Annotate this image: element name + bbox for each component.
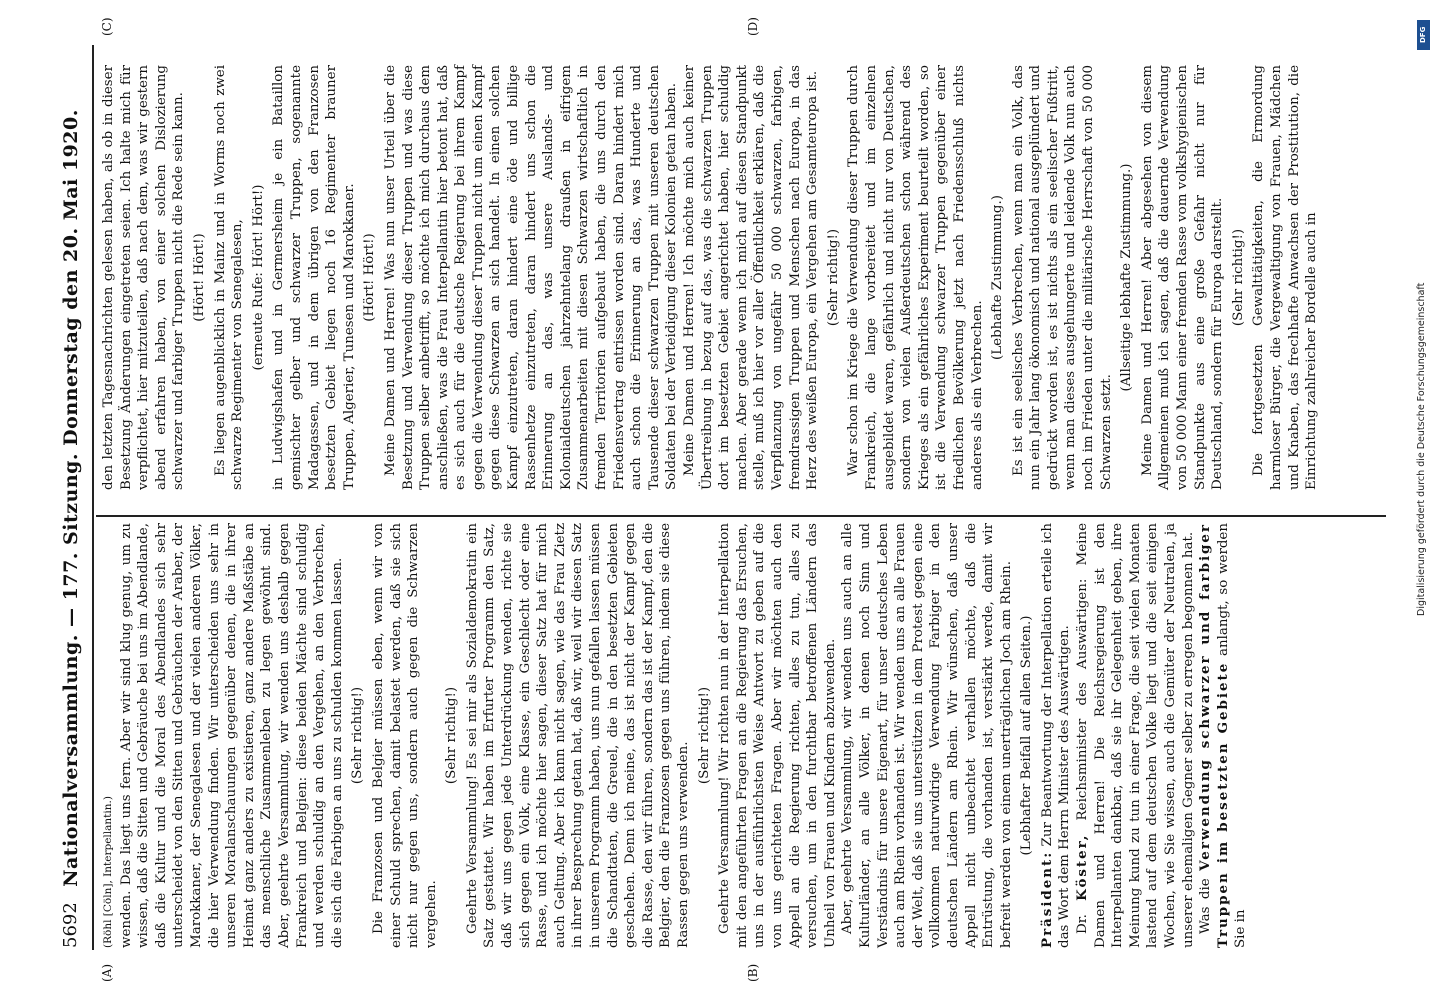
digitization-sidebar xyxy=(1416,12,1432,992)
page-number: 5692 xyxy=(60,902,81,948)
minister-title: Dr. xyxy=(1075,914,1091,934)
paragraph: den letzten Tagesnachrichten gelesen haben, als ob in dieser Besetzung Änderungen eingetreten seien. Ich halte mich für verpflichtet, hier mitzuteilen, daß nach dem, was wir gestern abend erfahren haben, von einer solchen Dislozierung schwarzer und farbiger Truppen nicht die Rede sein kann. xyxy=(101,65,187,490)
paragraph: War schon im Kriege die Verwendung dieser Truppen durch Frankreich, die lange vorbereitet und im einzelnen ausgebildet waren, gefährlich und nicht nur von Deutschen, sondern von vielen Außerdeutschen schon während des Krieges als ein gefährliches Experiment beurteilt worden, so ist die Verwendung schwarzer Truppen gegenüber einer friedlichen Bevölkerung jetzt nach Friedensschluß nichts anderes als ein Verbrechen. xyxy=(846,65,985,490)
reaction: (Sehr richtig!) xyxy=(825,228,841,327)
reaction: (erneute Rufe: Hört! Hört!) xyxy=(250,184,266,371)
right-column xyxy=(100,65,1321,490)
speaker-name: Köster, xyxy=(1074,833,1091,901)
reaction: (Allseitige lebhafte Zustimmung.) xyxy=(1119,163,1135,392)
dfg-logo: DFG xyxy=(1417,20,1430,50)
paragraph: Es ist ein seelisches Verbrechen, wenn man ein Volk, das nun ein Jahr lang ökonomisch und national ausgeplündert und gedrückt worden ist, es ist nichts als ein seelischer Fußtritt, wenn man dieses ausgehungerte und leidende Volk nun auch noch im Frieden unter die militärische Herrschaft von 50 000 Schwarzen setzt. xyxy=(1010,65,1114,490)
reaction: (Sehr richtig!) xyxy=(696,686,712,785)
reaction: (Sehr richtig!) xyxy=(1230,228,1246,327)
digitization-credit: Digitalisierung gefördert durch die Deutsche Forschungsgemeinschaft xyxy=(1416,282,1427,616)
column-divider xyxy=(96,515,1386,517)
paragraph: Die Franzosen und Belgier müssen eben, wenn wir von einer Schuld sprechen, damit belastet werden, daß sie sich nicht nur gegen uns, sondern auch gegen die Schwarzen vergehen. xyxy=(370,523,439,948)
reaction: (Sehr richtig!) xyxy=(350,686,366,785)
reaction: (Sehr richtig!) xyxy=(444,686,460,785)
margin-marker-a: (A) xyxy=(100,963,114,982)
speaker-name: Präsident: xyxy=(1038,850,1055,948)
margin-marker-d: (D) xyxy=(746,17,760,36)
margin-marker-b: (B) xyxy=(746,963,760,982)
paragraph: Geehrte Versammlung! Es sei mir als Sozialdemokratin ein Satz gestattet. Wir haben im Erfurter Programm den Satz, daß wir uns gegen jede Unterdrückung wenden, richte sie sich gegen ein Volk, eine Klasse, ein Geschlecht oder eine Rasse, und ich möchte hier sagen, dieser Satz hat für mich auch Geltung. Aber ich kann nicht sagen, wie das Frau Zietz in ihrer Besprechung getan hat, daß wir, weil wir diesen Satz in unserem Programm haben, uns nun gefallen lassen müssen die Schandtaten, die Greuel, die in den besetzten Gebieten geschehen. Denn ich meine, das ist nicht der Kampf gegen die Rasse, den wir führen, sondern das ist der Kampf, den die Belgier, den die Franzosen gegen uns führen, indem sie diese Rassen gegen uns verwenden. xyxy=(464,523,691,948)
margin-marker-c: (C) xyxy=(100,17,114,36)
president-statement xyxy=(1039,523,1074,948)
reaction: (Hört! Hört!) xyxy=(191,233,207,322)
text-start: Was die xyxy=(1198,878,1214,934)
page-title: Nationalversammlung. — 177. Sitzung. Donnerstag den 20. Mai 1920. xyxy=(60,109,82,887)
paragraph: wenden. Das liegt uns fern. Aber wir sind klug genug, um zu wissen, daß die Sitten und Gebräuche bei uns im Abendlande, daß die Kultur und die Moral des Abendlandes sich sehr unterscheidet von den Sitten und Gebräuchen der Araber, der Marokkaner, der Senegalesen und der vielen anderen Völker, die hier Verwendung finden. Wir unterscheiden uns sehr in unseren Moralanschauungen gegenüber denen, die in ihrer Heimat ganz anders zu existieren, ganz andere Maßstäbe an das menschliche Zusammenleben zu legen gewöhnt sind. Aber, geehrte Versammlung, wir wenden uns deshalb gegen Frankreich und Belgien: diese beiden Mächte sind schuldig und werden schuldig an den Vergehen, an den Verbrechen, die sich die Farbigen an uns zu schulden kommen lassen. xyxy=(118,523,345,948)
statement-text: Zur Beantwortung der Interpellation erteile ich das Wort dem Herrn Minister des Auswärtigen. xyxy=(1039,523,1073,948)
paragraph: Aber, geehrte Versammlung, wir wenden uns auch an alle Kulturländer, an alle Völker, in denen noch Sinn und Verständnis für unsere Eigenart, für unser deutsches Leben auch am Rhein vorhanden ist. Wir wenden uns an alle Frauen der Welt, daß sie uns unterstützen in dem Protest gegen eine vollkommen naturwidrige Verwendung Farbiger in den deutschen Ländern am Rhein. Wir wünschen, daß unser Appell nicht unbeachtet verhallen möchte, daß die Entrüstung, die vorhanden ist, verstärkt werde, damit wir befreit werden von einem unerträglichen Joch am Rhein. xyxy=(840,523,1014,948)
statement-text: Reichsminister des Auswärtigen: Meine Damen und Herren! Die Reichsregierung ist den Interpellanten dankbar, daß sie ihr Gelegenheit geben, ihre Meinung kund zu tun in einer Frage, die seit vielen Monaten lastend auf dem deutschen Volke liegt und die seit einigen Wochen, wie Sie wissen, auch die Gemüter der Neutralen, ja unserer ehemaligen Gegner selber zu erregen begonnen hat. xyxy=(1075,523,1196,948)
paragraph: Meine Damen und Herren! Ich möchte mich auch keiner Übertreibung in bezug auf das, was die schwarzen Truppen dort im besetzten Gebiet angerichtet haben, hier schuldig machen. Aber gerade wenn ich mich auf diesen Standpunkt stelle, muß ich hier vor aller Öffentlichkeit erklären, daß die Verpflanzung von ungefähr 50 000 schwarzen, farbigen, fremdrassigen Truppen und Menschen nach Europa, in das Herz des weißen Europa, ein Vergehen am Gesamteuropa ist. xyxy=(682,65,821,490)
paragraph xyxy=(1197,523,1250,948)
left-column xyxy=(100,523,1250,948)
paragraph: Geehrte Versammlung! Wir richten nun in der Interpellation mit den angeführten Fragen an die Regierung das Ersuchen, uns in der ausführlichsten Weise Antwort zu geben auf die von uns gerichteten Fragen. Aber wir möchten auch den Appell an die Regierung richten, alles zu tun, alles zu versuchen, um in den furchtbar betroffenen Ländern das Unheil von Frauen und Kindern abzuwenden. xyxy=(717,523,838,948)
header-rule xyxy=(92,45,94,950)
paragraph: in Ludwigshafen und in Germersheim je ein Bataillon gemischter gelber und schwarzer Truppen, sogenannte Madagassen, und in dem übrigen von den Franzosen besetzten Gebiet liegen noch 16 Regimenter brauner Truppen, Algerier, Tunesen und Marokkaner. xyxy=(271,65,357,490)
page-header xyxy=(58,48,88,948)
paragraph: Es liegen augenblicklich in Mainz und in Worms noch zwei schwarze Regimenter von Senegalesen, xyxy=(212,65,246,490)
paragraph: Meine Damen und Herren! Aber abgesehen von diesem Allgemeinen muß ich sagen, daß die dauernde Verwendung von 50 000 Mann einer fremden Rasse vom volkshygienischen Standpunkte aus eine große Gefahr nicht nur für Deutschland, sondern für Europa darstellt. xyxy=(1139,65,1226,490)
text-end: anlangt, so werden Sie in xyxy=(1215,523,1249,948)
paragraph: Die fortgesetzten Gewalttätigkeiten, die Ermordung harmloser Bürger, die Vergewaltigung von Frauen, Mädchen und Knaben, das frechhafte Anwachsen der Prostitution, die Einrichtung zahlreicher Bordelle auch in xyxy=(1251,65,1320,490)
reaction: (Lebhafter Beifall auf allen Seiten.) xyxy=(1019,615,1035,856)
reaction: (Hört! Hört!) xyxy=(362,233,378,322)
minister-speech xyxy=(1074,523,1197,948)
paragraph: Meine Damen und Herren! Was nun unser Urteil über die Besetzung und Verwendung dieser Truppen und was diese Truppen selber anbetrifft, so möchte ich mich durchaus dem anschließen, was die Frau Interpellantin hier betont hat, daß es sich auch für die deutsche Regierung bei ihrem Kampf gegen die Verwendung dieser Truppen nicht um einen Kampf gegen diese Schwarzen an sich handelt. In einen solchen Kampf einzutreten, daran hindert eine öde und billige Rassenhetze einzutreten, daran hindert uns schon die Erinnerung an das, was unsere Auslands- und Kolonialdeutschen jahrzehntelang draußen in eifrigem Zusammenarbeiten mit diesen Schwarzen wirtschaftlich in fremden Territorien aufgebaut haben, die uns durch den Friedensvertrag entrissen worden sind. Daran hindert mich auch schon die Erinnerung an das, was Hunderte und Tausende dieser schwarzen Truppen mit unseren deutschen Soldaten bei der Verteidigung dieser Kolonien getan haben. xyxy=(382,65,680,490)
reaction: (Lebhafte Zustimmung.) xyxy=(990,195,1006,360)
speaker-note: (Röhl [Cöln], Interpellantin.) xyxy=(102,796,114,948)
emphasized-text: Verwendung schwarzer und farbiger Truppen im besetzten Gebiete xyxy=(1197,523,1231,948)
